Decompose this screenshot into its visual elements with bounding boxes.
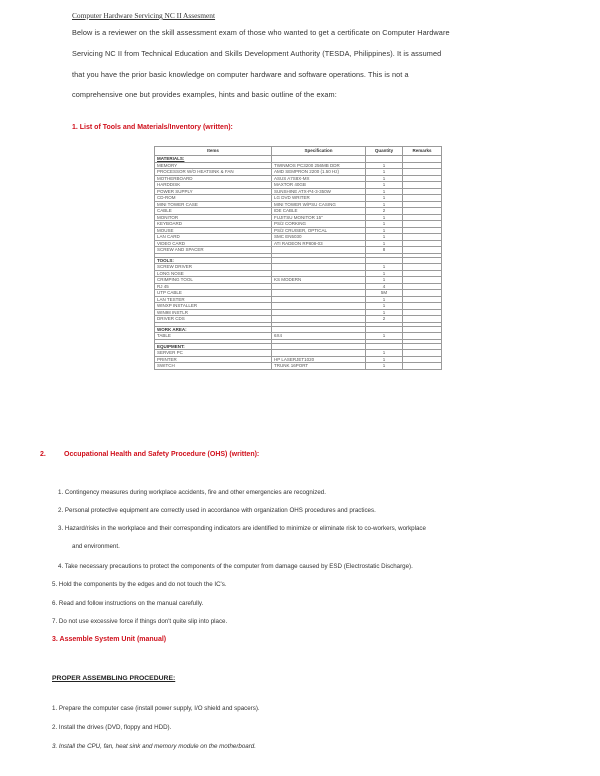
intro-line-4: comprehensive one but provides examples, hints and basic outline of the exam: <box>72 90 337 99</box>
ohs-item-5: 5. Hold the components by the edges and do not touch the IC's. <box>52 581 227 588</box>
header-remarks: Remarks <box>403 147 442 156</box>
spec-cell: KS MODERN <box>272 277 366 284</box>
qty-cell: 2 <box>366 208 403 215</box>
ohs-item-2: 2. Personal protective equipment are correctly used in accordance with organization OHS procedures and practices. <box>58 507 376 514</box>
procedure-heading: PROPER ASSEMBLING PROCEDURE: <box>52 675 176 682</box>
section-2-heading: Occupational Health and Safety Procedure (OHS) (written): <box>64 451 260 458</box>
qty-cell: 5M <box>366 290 403 297</box>
procedure-item-2: 2. Install the drives (DVD, floppy and HDD). <box>52 724 172 731</box>
qty-cell: 1 <box>366 363 403 370</box>
ohs-item-1: 1. Contingency measures during workplace accidents, fire and other emergencies are recognized. <box>58 489 326 496</box>
spec-cell: SUNSHINE ATX-P4-3-350W <box>272 188 366 195</box>
item-cell: POWER SUPPLY <box>155 188 272 195</box>
ohs-item-7: 7. Do not use excessive force if things don't quite slip into place. <box>52 618 228 625</box>
remarks-cell <box>403 363 442 370</box>
ohs-item-6: 6. Read and follow instructions on the manual carefully. <box>52 600 204 607</box>
item-cell: CABLE <box>155 208 272 215</box>
spec-cell: 6X4 <box>272 333 366 340</box>
qty-cell: 1 <box>366 195 403 202</box>
inventory-table <box>154 146 442 370</box>
spec-cell: AMD SEMPRON 2200 (1.50 Hz) <box>272 169 366 176</box>
spec-cell: FUJITSU MONITOR 15" <box>272 214 366 221</box>
spec-cell: PS/2 CORKING <box>272 221 366 228</box>
item-cell: WINXP INSTALLER <box>155 303 272 310</box>
item-cell: MONITOR <box>155 214 272 221</box>
qty-cell: 1 <box>366 333 403 340</box>
qty-cell: 1 <box>366 240 403 247</box>
item-cell: MOTHERBOARD <box>155 175 272 182</box>
qty-cell: 1 <box>366 356 403 363</box>
qty-cell: 1 <box>366 227 403 234</box>
section-3-heading: 3. Assemble System Unit (manual) <box>52 636 167 643</box>
item-cell: MEMORY <box>155 162 272 169</box>
intro-line-1: Below is a reviewer on the skill assessment exam of those who wanted to get a certificate on Computer Hardware <box>72 28 450 37</box>
qty-cell: 1 <box>366 309 403 316</box>
spec-cell: IDE CABLE <box>272 208 366 215</box>
spec-cell: SMC EN5030 <box>272 234 366 241</box>
intro-line-2: Servicing NC II from Technical Education and Skills Development Authority (TESDA, Philippines). It is assumed <box>72 49 442 58</box>
ohs-item-3: 3. Hazard/risks in the workplace and their corresponding indicators are identified to minimize or eliminate risk to co-workers, workplace <box>58 525 426 532</box>
qty-cell: 4 <box>366 283 403 290</box>
qty-cell: 1 <box>366 201 403 208</box>
qty-cell: 1 <box>366 175 403 182</box>
item-cell: SERVER PC <box>155 350 272 357</box>
qty-cell: 1 <box>366 188 403 195</box>
item-cell: MINI TOWER CASE <box>155 201 272 208</box>
item-cell: CRIMPING TOOL <box>155 277 272 284</box>
item-cell: HARDDISK <box>155 182 272 189</box>
qty-cell: 2 <box>366 316 403 323</box>
section-1-heading: 1. List of Tools and Materials/Inventory (written): <box>72 124 233 131</box>
item-cell: MATERIALS: <box>155 156 272 163</box>
ohs-item-3-continued: and environment. <box>72 543 120 550</box>
item-cell: UTP CABLE <box>155 290 272 297</box>
header-quantity: Quantity <box>366 147 403 156</box>
spec-cell: PS/2 CRUISER, OPTICAL <box>272 227 366 234</box>
spec-cell: MAXTOR 40GB <box>272 182 366 189</box>
qty-cell: 1 <box>366 182 403 189</box>
header-specification: Specification <box>272 147 366 156</box>
header-items: Items <box>155 147 272 156</box>
qty-cell: 1 <box>366 277 403 284</box>
qty-cell: 1 <box>366 214 403 221</box>
item-cell: EQUIPMENT: <box>155 343 272 350</box>
spec-cell: ATI RADEON RP808-03 <box>272 240 366 247</box>
qty-cell: 1 <box>366 303 403 310</box>
item-cell: WORK AREA: <box>155 326 272 333</box>
item-cell: WIN98 INSTLR <box>155 309 272 316</box>
qty-cell: 1 <box>366 296 403 303</box>
item-cell: SCREW AND SPACER <box>155 247 272 254</box>
item-cell: SCREW DRIVER <box>155 264 272 271</box>
item-cell: PRINTER <box>155 356 272 363</box>
intro-line-3: that you have the prior basic knowledge on computer hardware and software operations. This is not a <box>72 70 409 79</box>
spec-cell: TRUNK 16PORT <box>272 363 366 370</box>
qty-cell: 1 <box>366 234 403 241</box>
qty-cell: 1 <box>366 270 403 277</box>
item-cell: SWITCH <box>155 363 272 370</box>
spec-cell: TWINMOS PC3200 256MB DDR <box>272 162 366 169</box>
spec-cell: LG DVD WRITER <box>272 195 366 202</box>
item-cell: MOUSE <box>155 227 272 234</box>
qty-cell: 8 <box>366 247 403 254</box>
item-cell: LONG NOSE <box>155 270 272 277</box>
table-row <box>155 363 442 370</box>
procedure-item-1: 1. Prepare the computer case (install power supply, I/O shield and spacers). <box>52 705 260 712</box>
item-cell: LAN CARD <box>155 234 272 241</box>
table-header-row <box>155 147 442 156</box>
item-cell: DRIVER CDS <box>155 316 272 323</box>
ohs-item-4: 4. Take necessary precautions to protect the components of the computer from damage caused by ESD (Electrostatic Discharge). <box>58 563 413 570</box>
qty-cell: 1 <box>366 350 403 357</box>
section-2-number: 2. <box>40 451 46 458</box>
spec-cell: ASUS A7S8X-MX <box>272 175 366 182</box>
procedure-item-3: 3. Install the CPU, fan, heat sink and memory module on the motherboard. <box>52 743 256 750</box>
item-cell: CD-ROM <box>155 195 272 202</box>
item-cell: VIDEO CARD <box>155 240 272 247</box>
qty-cell: 1 <box>366 169 403 176</box>
inventory-table-body <box>155 156 442 370</box>
qty-cell: 1 <box>366 264 403 271</box>
item-cell: LAN TESTER <box>155 296 272 303</box>
qty-cell: 1 <box>366 221 403 228</box>
item-cell: TOOLS: <box>155 257 272 264</box>
document-title: Computer Hardware Servicing NC II Assesment <box>72 11 216 20</box>
item-cell: RJ 45 <box>155 283 272 290</box>
qty-cell: 1 <box>366 162 403 169</box>
item-cell: PROCESSOR W/O HEATSINK & FAN <box>155 169 272 176</box>
spec-cell: MINI TOWER W/PSU CASING <box>272 201 366 208</box>
item-cell: TABLE <box>155 333 272 340</box>
item-cell: KEYBOARD <box>155 221 272 228</box>
spec-cell: HP LASERJET1020 <box>272 356 366 363</box>
